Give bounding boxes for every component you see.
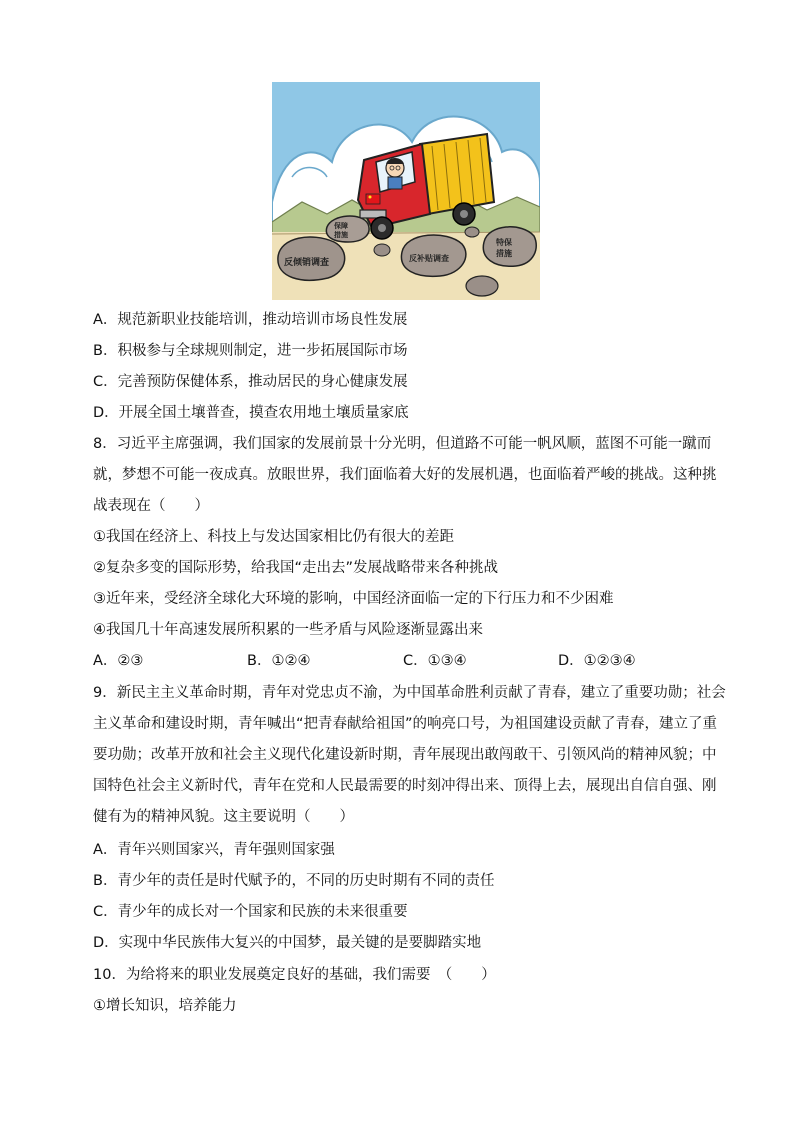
q9-option-a: A．青年兴则国家兴，青年强则国家强 — [93, 842, 335, 858]
q7-option-c: C．完善预防保健体系，推动居民的身心健康发展 — [93, 374, 408, 390]
q9-option-b: B．青少年的责任是时代赋予的，不同的历史时期有不同的责任 — [93, 873, 495, 889]
q8-statement-2: ②复杂多变的国际形势，给我国“走出去”发展战略带来各种挑战 — [93, 560, 499, 576]
q9-option-c: C．青少年的成长对一个国家和民族的未来很重要 — [93, 904, 408, 920]
stone-anti-dumping — [278, 237, 345, 280]
q10-statement-1: ①增长知识，培养能力 — [93, 998, 237, 1014]
truck-cartoon-svg — [272, 82, 540, 300]
q8-statement-3: ③近年来，受经济全球化大环境的影响，中国经济面临一定的下行压力和不少困难 — [93, 591, 614, 607]
q8-option-b: B．①②④ — [247, 653, 311, 669]
q8-option-a: A．②③ — [93, 653, 144, 669]
q8-stem-line: 战表现在（ ） — [93, 498, 209, 514]
q8-option-d: D．①②③④ — [558, 653, 636, 669]
svg-text:措施: 措施 — [496, 249, 512, 258]
svg-text:反补贴调查: 反补贴调查 — [409, 254, 449, 263]
stone-anti-subsidy — [401, 235, 465, 276]
q7-option-a: A．规范新职业技能培训，推动培训市场良性发展 — [93, 312, 408, 328]
q9-stem-line: 9．新民主主义革命时期，青年对党忠贞不渝，为中国革命胜利贡献了青春，建立了重要功勋；社会 — [93, 685, 726, 701]
q8-stem-line: 8．习近平主席强调，我们国家的发展前景十分光明，但道路不可能一帆风顺，蓝图不可能一蹴而 — [93, 436, 712, 452]
q8-statement-4: ④我国几十年高速发展所积累的一些矛盾与风险逐渐显露出来 — [93, 622, 483, 638]
q8-options-row — [93, 651, 713, 671]
q10-stem: 10．为给将来的职业发展奠定良好的基础，我们需要 （ ） — [93, 967, 496, 983]
svg-text:措施: 措施 — [334, 231, 348, 239]
q7-option-d: D．开展全国土壤普查，摸查农用地土壤质量家底 — [93, 405, 409, 421]
q9-stem-line: 要功勋；改革开放和社会主义现代化建设新时期，青年展现出敢闯敢干、引领风尚的精神风貌；中 — [93, 747, 717, 763]
q9-stem-line: 健有为的精神风貌。这主要说明（ ） — [93, 809, 354, 825]
svg-text:保障: 保障 — [334, 222, 348, 230]
stone-special-safeguard — [483, 227, 536, 266]
svg-text:反倾销调查: 反倾销调查 — [284, 258, 330, 268]
q8-option-c: C．①③④ — [403, 653, 467, 669]
stone-baozhang — [326, 216, 369, 242]
svg-text:特保: 特保 — [496, 238, 512, 247]
q7-option-b: B．积极参与全球规则制定，进一步拓展国际市场 — [93, 343, 408, 359]
q8-statement-1: ①我国在经济上、科技上与发达国家相比仍有很大的差距 — [93, 529, 454, 545]
q9-stem-line: 主义革命和建设时期，青年喊出“把青春献给祖国”的响亮口号，为祖国建设贡献了青春，建立了重 — [93, 716, 718, 732]
q9-stem-line: 国特色社会主义新时代，青年在党和人民最需要的时刻冲得出来、顶得上去，展现出自信自强、刚 — [93, 778, 717, 794]
q9-option-d: D．实现中华民族伟大复兴的中国梦，最关键的是要脚踏实地 — [93, 935, 482, 951]
q8-stem-line: 就，梦想不可能一夜成真。放眼世界，我们面临着大好的发展机遇，也面临着严峻的挑战。这种挑 — [93, 467, 717, 483]
cartoon-illustration — [272, 82, 540, 300]
